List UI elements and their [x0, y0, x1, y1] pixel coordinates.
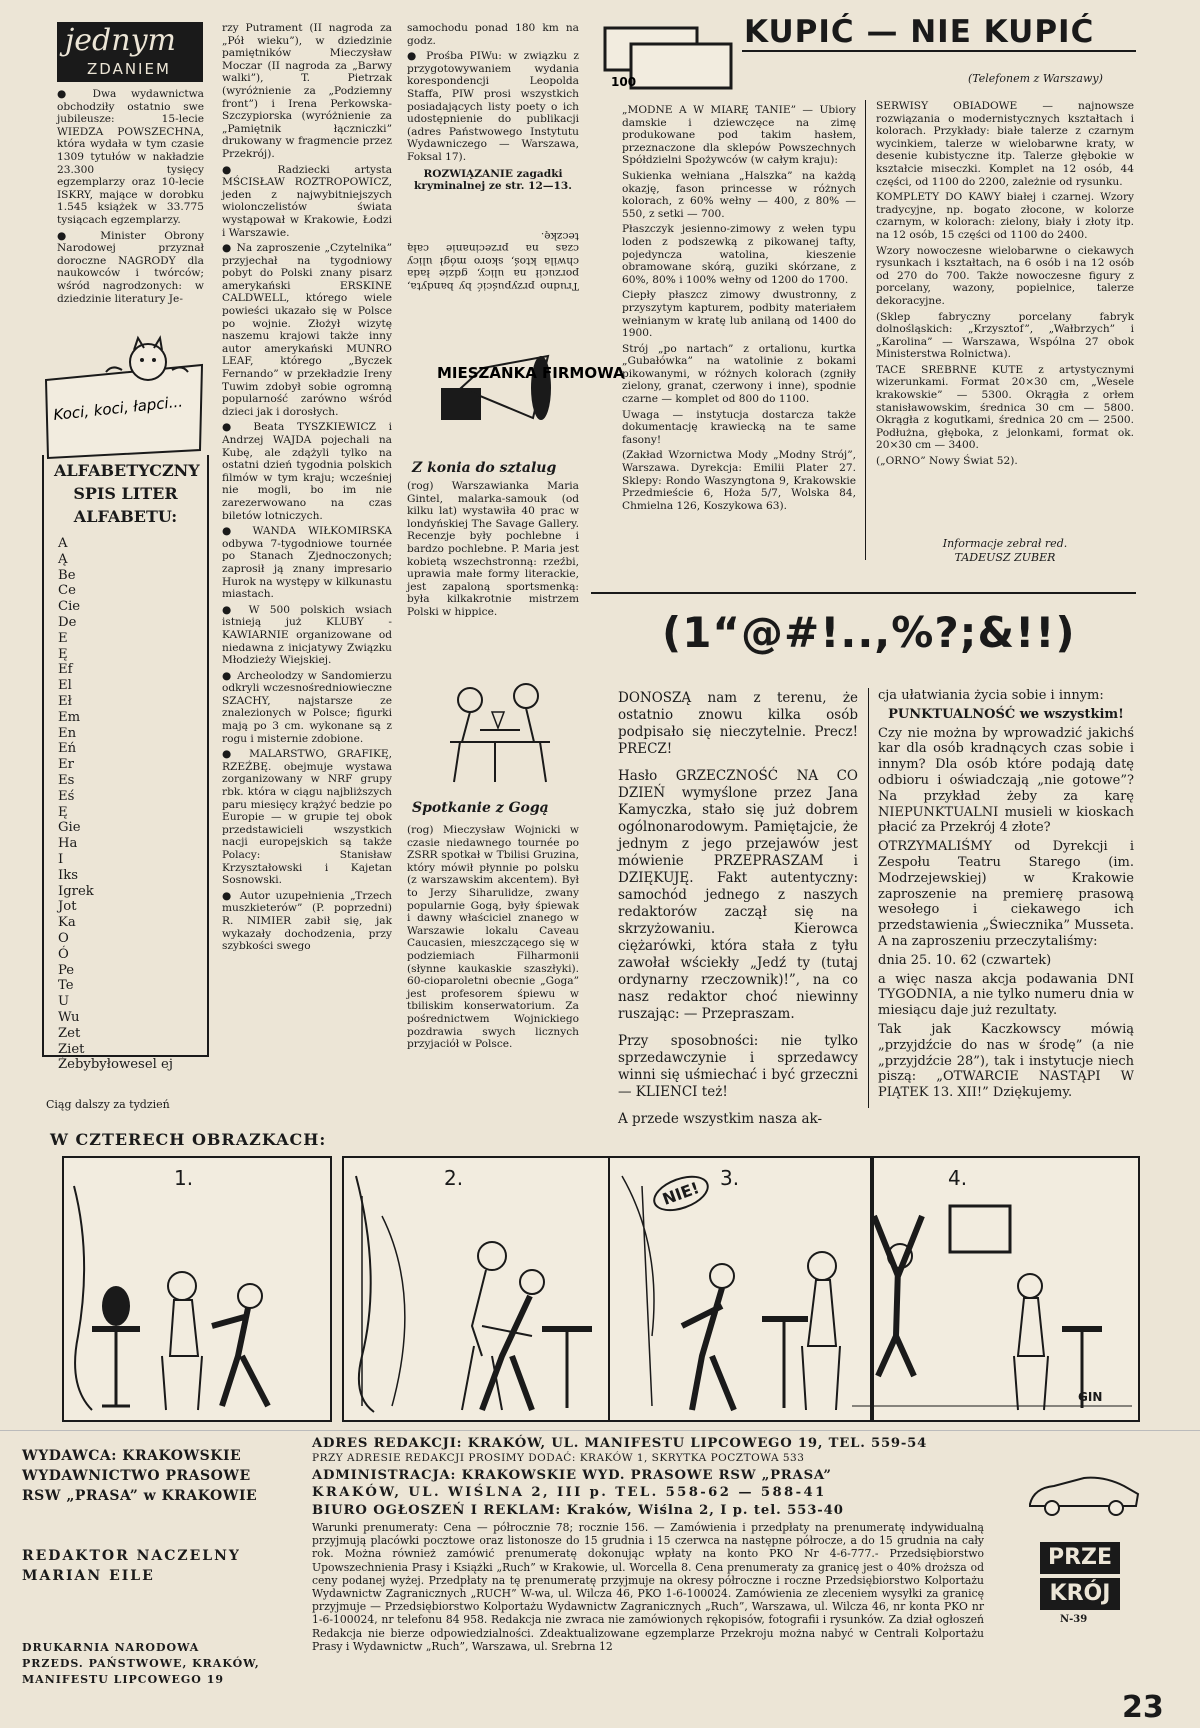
news-item: rzy Putrament (II nagroda za „Pół wieku”), w dziedzinie pamiętników Mieczysław Moczar (II nagroda za „Barwy walki”), T. Pietrzak (wyróżnienie za „Podziemny front”) i Irena Perkowska-Szczypiorska (wyróżnienie za „Pamiętnik łączniczki” drukowany w fragmencie przez Przekrój).: [222, 22, 392, 160]
bullet-icon: ●: [57, 229, 101, 242]
kupic-rule: [742, 50, 1136, 52]
crime-solution-title: ROZWIĄZANIE zagadki kryminalnej ze str. 12—13.: [414, 167, 572, 193]
alphabet-letter: Eł: [58, 693, 72, 709]
news-item: ● Autor uzupełnienia „Trzech muszkieterów” (P. poprzedni) R. NIMIER zabił się, jak wykazały dochodzenia, przy szybkości swego: [222, 889, 392, 953]
panel-number: 4.: [948, 1166, 968, 1190]
bullet-icon: ●: [407, 50, 427, 63]
kupic-subtitle: (Telefonem z Warszawy): [968, 72, 1103, 85]
gramophone-illustration: [433, 348, 625, 463]
product-item: („ORNO” Nowy Świat 52).: [876, 455, 1018, 468]
product-item: (Zakład Wzornictwa Mody „Modny Strój”, Warszawa. Dyrekcja: Emilii Plater 27. Sklepy: Rondo Waszyngtona 9, Krakowskie Przedmieście 6, Hoża 5/7, Wolska 84, Chmielna 126, Koszykowa 63).: [622, 449, 856, 512]
alphabet-letter: Ę: [58, 804, 68, 820]
column-paragraph: OTRZYMALIŚMY od Dyrekcji i Zespołu Teatru Starego (im. Modrzejewskiej) w Krakowie zaproszenie na premierę prasową wesołego i ciekawego ich przedstawienia „Świecznika” Musseta. A na zaproszeniu przeczytaliśmy:: [878, 839, 1134, 949]
column-paragraph: DONOSZĄ nam z terenu, że ostatnio znowu kilka osób podpisało się nieczytelnie. Precz! PRECZ!: [618, 690, 858, 757]
administration: ADMINISTRACJA: KRAKOWSKIE WYD. PRASOWE RSW „PRASA”: [312, 1468, 832, 1483]
alphabet-letter: Ha: [58, 836, 78, 852]
alphabet-letter: Zet: [58, 1025, 81, 1041]
product-item: Ciepły płaszcz zimowy dwustronny, z przyszytym kapturem, podbity materiałem wełnianym w kratę lub anilaną od 1400 do 1900.: [622, 289, 856, 340]
alphabet-letter: I: [58, 851, 64, 867]
alphabet-letter: En: [58, 725, 77, 741]
bullet-icon: ●: [222, 421, 254, 434]
kupic-left: [622, 104, 856, 515]
col2-text: [222, 22, 392, 956]
bullet-icon: ●: [222, 525, 253, 538]
alphabet-letter: Ef: [58, 662, 73, 678]
news-item: ● Radziecki artysta MŚCISŁAW ROZTROPOWICZ, jeden z najwybitniejszych wiolonczelistów świata wystąpował w Krakowie, Łodzi i Warszawie.: [222, 163, 393, 239]
col3-text: [407, 22, 579, 295]
alphabet-letter: E: [58, 630, 68, 646]
alphabet-letter: A: [58, 536, 68, 551]
bullet-icon: ●: [57, 88, 93, 100]
restaurant-illustration: [440, 672, 560, 790]
publisher-info: WYDAWCA: KRAKOWSKIE WYDAWNICTWO PRASOWE RSW „PRASA” w KRAKOWIE: [22, 1448, 258, 1504]
alphabet-letter: Ce: [58, 583, 76, 599]
alphabet-letter: Cie: [58, 599, 81, 615]
page-number: 23: [1122, 1690, 1164, 1725]
column-paragraph: dnia 25. 10. 62 (czwartek): [878, 952, 1052, 968]
bullet-icon: ●: [222, 669, 238, 682]
product-item: Płaszczyk jesienno-zimowy z wełen typu loden z podszewką z pikowanej tafty, pojedyncza watolina, kieszenie obramowane skórą, guziki skórzane, z 60%, 80% i 100% wełny od 1200 do 1700.: [622, 223, 856, 286]
product-item: Strój „po nartach” z ortalionu, kurtka „Gubałówka” na watolinie z bokami pikowanymi, w różnych kolorach (zgniły zielony, granat, czerwony i inne), spodnie czarne — komplet od 800 do 1100.: [622, 342, 856, 406]
svg-text:100: 100: [611, 75, 637, 89]
comic-title: W CZTERECH OBRAZKACH:: [50, 1130, 327, 1149]
symbols-left: [618, 690, 858, 1138]
news-item: ● Dwa wydawnictwa obchodziły ostatnio swe jubileusze: 15-lecie WIEDZA POWSZECHNA, która wydała w tym czasie 1309 tytułów w nakładzie 23.300 tysięcy egzemplarzy oraz 10-lecie ISKRY, mające w dorobku 1.545 książek w 33.775 tysiącach egzemplarzy.: [57, 88, 205, 226]
alphabet-letter: Igrek: [58, 883, 94, 899]
panel-number: 3.: [720, 1166, 740, 1190]
cat-sign-text: Koci, koci, łapci...: [52, 392, 184, 424]
issue-number: N-39: [1060, 1614, 1088, 1625]
logo-top: PRZE: [1040, 1542, 1120, 1574]
news-item: ● WANDA WIŁKOMIRSKA odbywa 7-tygodniowe tournée po Stanach Zjednoczonych; zaprosił ją znany impresario Hurok na występy w kilkunastu miastach.: [222, 525, 392, 601]
gramophone-label: MIESZANKA FIRMOWA: [437, 364, 625, 382]
goga-article: (rog) Mieczysław Wojnicki w czasie niedawnego tournée po ZSRR spotkał w Tbilisi Gruzina, który mówił płynnie po polsku (z warszawskim akcentem). Był to Jerzy Siharulidze, zwany popularnie Gogą, były śpiewak i dawny właściciel znanego w Warszawie lokalu Caveau Caucasien, mieszczącego się w podziemiach Filharmonii (słynne kaukaskie szaszłyki). 60-cioparoletni obecnie „Goga” jest profesorem śpiewu w tbiliskim konserwatorium. Za pośrednictwem Wojnickiego pozdrawia swych licznych przyjaciół w Polsce.: [407, 824, 579, 1051]
news-item: ● W 500 polskich wsiach istnieją już KLUBY - KAWIARNIE organizowane od niedawna z inicjatywy Związku Młodzieży Wiejskiej.: [222, 603, 392, 667]
column-paragraph: Czy nie można by wprowadzić jakichś kar dla osób kradnących czas sobie i innym? Dla osób które podają datę odbioru i oświadczają „nie gotowe”? Na przykład żeby za karę NIEPUNKTUALNI musieli w kioskach płacić za Przekrój 4 złote?: [878, 725, 1134, 836]
footer-rule: [0, 1430, 1200, 1431]
section-rule: [591, 592, 1136, 594]
alphabet-letter: De: [58, 614, 77, 630]
alphabet-list: [58, 536, 207, 1073]
column-paragraph: Przy sposobności: nie tylko sprzedawczynie i sprzedawcy winni się uśmiechać i być grzeczni — KLIENCI też!: [618, 1033, 858, 1100]
editor-info: REDAKTOR NACZELNY MARIAN EILE: [22, 1548, 241, 1584]
news-item: ● Na zaproszenie „Czytelnika” przyjechał na tygodniowy pobyt do Polski znany pisarz amerykański ERSKINE CALDWELL, którego wiele powieści ukazało się w Polsce po wojnie. Złożył wizytę naszemu krajowi także inny autor amerykański MUNRO LEAF, którego „Byczek Fernando” w przekładzie Ireny Tuwim zdobył sobie ogromną popularność zarówno wśród dzieci jak i dorosłych.: [222, 242, 392, 418]
alphabet-letter: Er: [58, 757, 74, 773]
editorial-address-note: PRZY ADRESIE REDAKCJI PROSIMY DODAĆ: KRAKÓW 1, SKRYTKA POCZTOWA 533: [312, 1452, 805, 1464]
column-paragraph: a więc nasza akcja podawania DNI TYGODNIA, a nie tylko numeru dnia w miesiącu daje już rezultaty.: [878, 971, 1134, 1019]
ads-office: BIURO OGŁOSZEŃ I REKLAM: Kraków, Wiślna 2, I p. tel. 553-40: [312, 1503, 844, 1518]
continued-note: Ciąg dalszy za tydzień: [46, 1098, 170, 1111]
goga-heading: Spotkanie z Gogą: [412, 800, 549, 816]
product-item: Wzory nowoczesne wielobarwne o ciekawych rysunkach i kształtach, na 6 osób i na 12 osób od 270 do 700. Także nowoczesne figury z porcelany, wazony, popielnice, talerze dekoracyjne.: [876, 244, 1134, 307]
symbols-right: [878, 688, 1134, 1104]
alphabet-letter: Es: [58, 772, 75, 788]
alphabet-letter: Ę: [58, 646, 68, 662]
product-item: Sukienka wełniana „Halszka” na każdą okazję, fason princesse w różnych kolorach, z 60% wełny — 400, z 80% — 550, z setki — 700.: [622, 169, 856, 220]
bullet-icon: ●: [222, 242, 237, 255]
alphabet-letter: Gie: [58, 820, 81, 836]
bullet-icon: ●: [222, 748, 250, 761]
bullet-icon: ●: [222, 603, 249, 616]
panel-number: 1.: [174, 1166, 194, 1190]
news-item: samochodu ponad 180 km na godz.: [407, 22, 579, 47]
kupic-credits: Informacje zebrał red. TADEUSZ ZUBER: [942, 537, 1068, 564]
alphabet-letter: Be: [58, 567, 76, 583]
alphabet-letter: Ą: [58, 551, 68, 567]
news-item: ● Minister Obrony Narodowej przyznał doroczne NAGRODY dla naukowców i twórców; wśród nagrodzonych: w dziedzinie literatury Je-: [57, 229, 204, 305]
horse-article: (rog) Warszawianka Maria Gintel, malarka-samouk (od kilku lat) wystawiła 40 prac w londyńskiej The Savage Gallery. Recenzje były pochlebne i bardzo pochlebne. P. Maria jest kobietą wszechstronną: rzeźbi, uprawia małe formy literackie, jest zapaloną sportsmenką: była kilkakrotnie mistrzem Polski w hippice.: [407, 480, 579, 618]
product-item: TACE SREBRNE KUTE z artystycznymi wizerunkami. Format 20×30 cm, „Wesele krakowskie” — 5300. Okrągła z orłem stanisławowskim, średnica 30 cm — 5800. Okrągła z kogutkami, średnica 20 cm — 2500. Podłużna, głęboka, z jelonkami, format ok. 20×30 cm — 3400.: [876, 363, 1134, 452]
alphabet-letter: O: [58, 930, 69, 946]
comic-drawings: [62, 1156, 1138, 1420]
money-icon: [601, 22, 739, 92]
car-icon: [1024, 1470, 1144, 1520]
product-item: „MODNE A W MIARĘ TANIE” — Ubiory damskie i dziewczęce na zimę produkowane pod takim hasłem, przeznaczone dla sklepów Powszechnych Spółdzielni Spożywców (w całym kraju):: [622, 104, 856, 167]
column-paragraph: A przede wszystkim nasza ak-: [618, 1111, 823, 1127]
news-item: ● Prośba PIWu: w związku z przygotowywaniem wydania korespondencji Leopolda Staffa, PIW prosi wszystkich posiadających listy poety o ich udostępnienie do publikacji (adres Państwowego Instytutu Wydawniczego — Warszawa, Foksal 17).: [407, 50, 579, 163]
alphabet-letter: Żebybyłowesel ej: [58, 1057, 173, 1073]
col1-text: [57, 88, 204, 308]
printer-info: DRUKARNIA NARODOWA PRZEDS. PAŃSTWOWE, KRAKÓW, MANIFESTU LIPCOWEGO 19: [22, 1641, 260, 1686]
alphabet-letter: Jot: [58, 899, 77, 915]
bullet-icon: ●: [222, 163, 278, 176]
speech-bubble: NIE!: [648, 1169, 713, 1218]
symbols-headline: (1“@#!..,%?;&!!): [662, 608, 1076, 657]
panel-number: 2.: [444, 1166, 464, 1190]
logo-word: jednym: [65, 23, 176, 58]
przekroj-logo: [1040, 1542, 1120, 1625]
alphabet-letter: U: [58, 994, 70, 1010]
news-item: ● Beata TYSZKIEWICZ i Andrzej WAJDA pojechali na Kubę, ale zdążyli tylko na ostatni dzień tygodnia polskich filmów w tym kraju; wcześniej nie mogli, bo im nie zarezerwowano na czas biletów lotniczych.: [222, 421, 392, 522]
alphabet-letter: El: [58, 678, 72, 694]
bullet-icon: ●: [222, 889, 240, 902]
alphabet-title: ALFABETYCZNY SPIS LITER ALFABETU:: [54, 461, 200, 526]
alphabet-letter: Iks: [58, 867, 78, 883]
column-paragraph: Tak jak Kaczkowscy mówią „przyjdźcie do nas w środę” (a nie „przyjdźcie 28”), tak i instytucje niech piszą: „OTWARCIE NASTĄPI W PIĄTEK 13. XII!” Dziękujemy.: [878, 1021, 1134, 1101]
alphabet-letter: Ó: [58, 946, 69, 962]
crime-solution-upside-down: Trudno przypuścić by bandyta, porzucił na ulicy, gdzie łada chwila ktoś, skoro mógł ulicy czas na przecinanie całą teczkę.: [407, 229, 579, 292]
alphabet-letter: Eń: [58, 741, 77, 757]
administration-address: KRAKÓW, UL. WIŚLNA 2, III p. TEL. 558-62 — 588-41: [312, 1485, 827, 1500]
horse-heading: Z konia do sztalug: [412, 460, 557, 476]
product-item: (Sklep fabryczny porcelany fabryk dolnośląskich: „Krzysztof”, „Wałbrzych” i „Karolina” — Warszawa, Wspólna 27 obok Ministerstwa Rolnictwa).: [876, 310, 1134, 361]
symbols-divider: [868, 688, 869, 1108]
product-item: SERWISY OBIADOWE — najnowsze rozwiązania o modernistycznych kształtach i kolorach. Przykłady: białe talerze z czarnym wycinkiem, talerze w wielobarwne kraty, w desenie kubistyczne itp. Talerze głębokie w kształcie miseczki. Komplet na 12 osób, 44 części, od 1100 do 2200, zależnie od rysunku.: [876, 100, 1134, 188]
alphabet-letter: Te: [58, 978, 74, 994]
comic-signature: GIN: [1078, 1390, 1103, 1404]
alphabet-letter: Em: [58, 709, 81, 725]
alphabet-letter: Pe: [58, 962, 75, 978]
alphabet-letter: Wu: [58, 1009, 80, 1025]
jednym-zdaniem-logo: [57, 22, 203, 82]
column-paragraph: cja ułatwiania życia sobie i innym:: [878, 688, 1104, 703]
column-paragraph: Hasło GRZECZNOŚĆ NA CO DZIEŃ wymyślone przez Jana Kamyczka, stało się już dobrem ogólnonarodowym. Pamiętajcie, że jednym z jego przejawów jest mówienie PRZEPRASZAM i DZIĘKUJĘ. Fakt autentyczny: samochód jednego z naszych redaktorów zaczął się na skrzyżowaniu. Kierowca ciężarówki, która stała z tyłu zawołał wściekły „Jedź ty (tutaj ordynarny rzeczownik)!”, na co nasz redaktor choć niewinny ruszając: — Przepraszam.: [618, 768, 858, 1022]
news-item: ● MALARSTWO, GRAFIKĘ, RZEŹBĘ. obejmuje wystawa zorganizowany w NRF grupy rbk. która w ciągu najbliższych paru miesięcy krążyć bedzie po Europie — w grupie tej obok przedstawicieli wszystkich nacji europejskich są także Polacy: Stanisław Krzyształowski i Kajetan Sosnowski.: [222, 748, 393, 887]
cat-sign-illustration: [42, 340, 207, 460]
kupic-right: [876, 100, 1134, 471]
kupic-divider: [865, 100, 866, 560]
kupic-title: KUPIĆ — NIE KUPIĆ: [744, 14, 1095, 50]
column-paragraph: PUNKTUALNOŚĆ we wszystkim!: [888, 706, 1124, 722]
alphabet-letter: Eś: [58, 788, 75, 804]
product-item: KOMPLETY DO KAWY białej i czarnej. Wzory tradycyjne, np. bogato złocone, w kolorze czarnym, w kolorach: zielony, biały i złoty itp. na 12 osób, 15 części od 1100 do 2400.: [876, 191, 1134, 241]
editorial-address: ADRES REDAKCJI: KRAKÓW, UL. MANIFESTU LIPCOWEGO 19, TEL. 559-54: [312, 1436, 928, 1451]
alphabet-letter: Ka: [58, 915, 76, 931]
subscription-terms: Warunki prenumeraty: Cena — półrocznie 78; rocznie 156. — Zamówienia i przedpłaty na prenumeratę indywidualną przyjmują placówki pocztowe oraz listonosze do 15 grudnia i 15 czerwca na następne półrocze, a do 15 grudnia na cały rok. Można również zamówić prenumeratę dokonując wpłaty na konto PKO Nr 4-6-777.- Przedsiębiorstwo Upowszechnienia Prasy i Książki „Ruch” w Krakowie, ul. Worcella 8. Cena prenumeraty za granicę jest o 40% droższa od ceny podanej wyżej. Przedpłaty na tę prenumeratę przyjmuje na okresy półroczne i roczne Przedsiębiorstwo Kolportażu Wydawnictw Zagranicznych „RUCH” W-wa, ul. Wilcza 46, PKO 1-6-100024. Zamówienia ze zleceniem wysyłki za granicę przyjmuje — Przedsiębiorstwo Kolportażu Wydawnictw Zagranicznych „Ruch”, Warszawa, ul. Wilcza 46, nr konta PKO nr 1-6-100024, nr telefonu 84 958. Redakcja nie zwraca nie zamówionych rękopisów, fotografii i rysunków. Za dział ogłoszeń Redakcja nie bierze odpowiedzialności. Zdeaktualizowane egzemplarze Przekroju można nabyć w Centrali Kolportażu Prasy i Wydawnictw „Ruch”, Warszawa, ul. Srebrna 12: [312, 1521, 984, 1653]
logo-sub: ZDANIEM: [87, 60, 171, 78]
logo-bottom: KRÓJ: [1040, 1578, 1120, 1610]
alphabet-letter: Ziet: [58, 1041, 85, 1057]
alphabet-box: [42, 455, 209, 1073]
news-item: ● Archeolodzy w Sandomierzu odkryli wczesnośredniowieczne SZACHY, najstarsze ze znalezionych w Polsce; figurki mają po 3 cm. wykonane są z rogu i misternie zdobione.: [222, 669, 393, 745]
product-item: Uwaga — instytucja dostarcza także dokumentację krawiecką na te same fasony!: [622, 408, 856, 446]
